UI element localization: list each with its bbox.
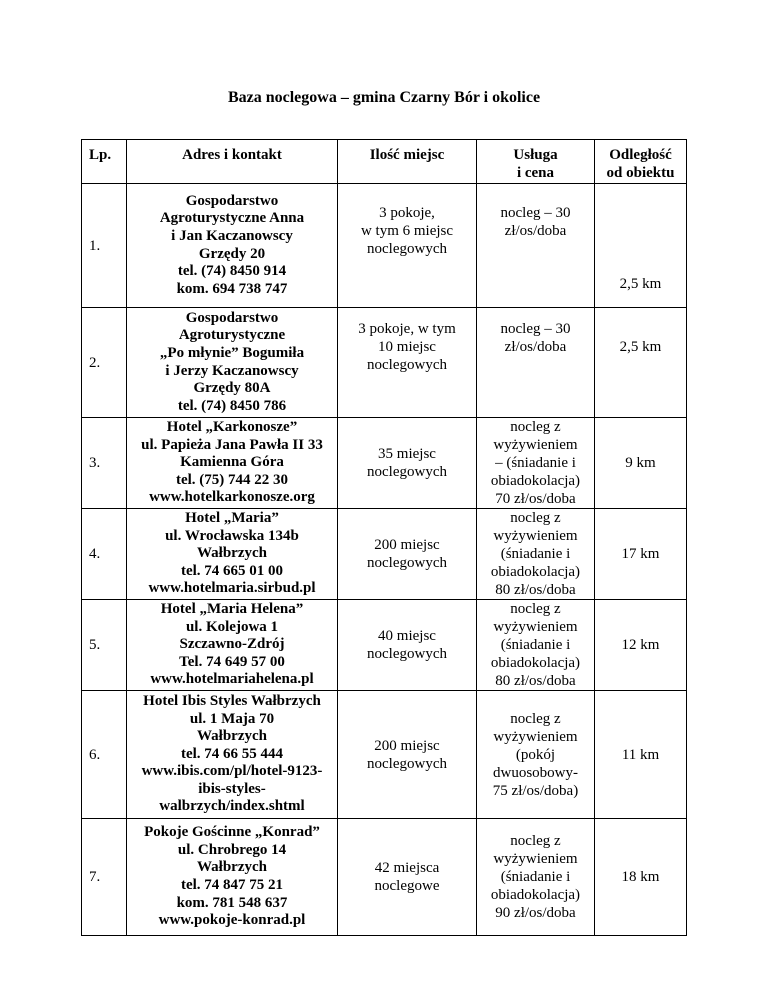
service-line: (pokój (515, 746, 556, 763)
places-line: 3 pokoje, (379, 205, 435, 221)
address-line: ul. Chrobrego 14 (177, 841, 287, 858)
places-cell (338, 600, 477, 691)
address-line: walbrzych/index.shtml (159, 798, 305, 815)
distance-cell: 9 km (595, 418, 687, 509)
address-line: ibis-styles- (198, 780, 266, 797)
address-line: tel. (74) 8450 786 (177, 397, 287, 414)
service-line: nocleg z (510, 601, 561, 617)
address-line: tel. 74 847 75 21 (180, 877, 284, 893)
address-line: i Jerzy Kaczanowscy (165, 362, 299, 379)
address-line: www.hotelmaria.sirbud.pl (148, 580, 316, 597)
service-line: obiadokolacja) (490, 564, 581, 580)
places-cell (338, 418, 477, 509)
places-line: 200 miejsc (374, 537, 440, 553)
places-line: noclegowych (367, 357, 447, 373)
header-service-line: i cena (516, 165, 555, 181)
address-line: kom. 694 738 747 (176, 280, 288, 297)
places-line: 10 miejsc (378, 339, 436, 355)
service-cell (477, 509, 595, 600)
address-line: Hotel Ibis Styles Wałbrzych (143, 692, 321, 709)
row-number: 6. (82, 691, 127, 819)
address-line: ul. Kolejowa 1 (185, 618, 279, 635)
service-line: nocleg z (510, 510, 561, 526)
places-line: 35 miejsc (378, 446, 436, 462)
address-line: kom. 781 548 637 (176, 894, 288, 911)
service-line: obiadokolacja) (490, 473, 581, 489)
address-line: i Jan Kaczanowscy (171, 227, 293, 244)
places-line: w tym 6 miejsc (360, 223, 454, 239)
header-distance (595, 140, 687, 184)
address-line: www.hotelkarkonosze.org (149, 489, 315, 506)
address-line: Szczawno-Zdrój (179, 636, 285, 653)
address-cell (127, 184, 338, 308)
address-line: tel. (75) 744 22 30 (175, 471, 289, 488)
row-number: 3. (82, 418, 127, 509)
address-line: tel. (74) 8450 914 (177, 263, 287, 280)
service-cell (477, 184, 595, 308)
service-line: zł/os/doba (504, 223, 567, 239)
service-cell (477, 418, 595, 509)
header-address: Adres i kontakt (127, 140, 338, 184)
distance-cell: 11 km (595, 691, 687, 819)
service-cell (477, 600, 595, 691)
row-number: 2. (82, 308, 127, 418)
table-row (82, 308, 687, 418)
row-number: 1. (82, 184, 127, 308)
service-cell (477, 691, 595, 819)
address-cell (127, 819, 338, 936)
address-line: Wałbrzych (197, 545, 267, 562)
address-line: Hotel „Maria” (185, 510, 279, 527)
places-line: noclegowych (367, 555, 447, 571)
service-cell (477, 308, 595, 418)
service-line: (śniadanie i (500, 637, 571, 653)
header-distance-line: Odległość (609, 147, 672, 163)
places-line: 3 pokoje, w tym (358, 321, 456, 337)
places-cell (338, 509, 477, 600)
service-line: 70 zł/os/doba (495, 491, 576, 507)
address-line: Agroturystyczne (178, 327, 286, 344)
header-lp: Lp. (82, 140, 127, 184)
service-line: wyżywieniem (493, 619, 578, 635)
places-cell (338, 308, 477, 418)
address-line: tel. 74 66 55 444 (180, 745, 284, 762)
header-service-line: Usługa (513, 147, 558, 163)
address-line: www.hotelmariahelena.pl (150, 671, 314, 688)
address-line: Hotel „Maria Helena” (160, 601, 304, 618)
service-line: nocleg z (510, 710, 561, 727)
distance-cell: 18 km (595, 819, 687, 936)
service-line: 90 zł/os/doba (495, 905, 576, 921)
service-line: 80 zł/os/doba (495, 673, 576, 689)
address-cell (127, 308, 338, 418)
address-cell (127, 509, 338, 600)
table-row (82, 691, 687, 819)
service-line: obiadokolacja) (490, 655, 581, 671)
address-line: Agroturystyczne Anna (159, 210, 305, 227)
address-cell (127, 600, 338, 691)
row-number: 7. (82, 819, 127, 936)
address-line: Gospodarstwo (185, 309, 279, 326)
table-row (82, 819, 687, 936)
places-cell (338, 819, 477, 936)
service-line: nocleg z (510, 419, 561, 435)
distance-cell: 17 km (595, 509, 687, 600)
address-line: Grzędy 80A (193, 380, 271, 397)
address-line: Pokoje Gościnne „Konrad” (144, 824, 320, 841)
address-line: Grzędy 20 (198, 245, 266, 262)
header-service (477, 140, 595, 184)
places-line: noclegowych (367, 464, 447, 480)
address-line: Hotel „Karkonosze” (166, 419, 298, 436)
service-line: 75 zł/os/doba) (492, 782, 579, 799)
service-line: dwuosobowy- (493, 764, 578, 781)
document-title: Baza noclegowa – gmina Czarny Bór i okolice (227, 89, 541, 106)
address-line: www.pokoje-konrad.pl (158, 912, 306, 929)
places-cell (338, 184, 477, 308)
row-number: 4. (82, 509, 127, 600)
address-line: www.ibis.com/pl/hotel-9123- (141, 763, 323, 780)
table-header-row (82, 140, 687, 184)
header-places: Ilość miejsc (338, 140, 477, 184)
table-row (82, 509, 687, 600)
service-line: wyżywieniem (493, 528, 578, 544)
address-line: Kamienna Góra (180, 454, 284, 471)
service-line: wyżywieniem (493, 437, 578, 453)
service-line: obiadokolacja) (490, 887, 581, 903)
service-line: zł/os/doba (504, 339, 567, 355)
address-line: ul. Papieża Jana Pawła II 33 (141, 436, 323, 453)
address-line: tel. 74 665 01 00 (180, 562, 284, 579)
header-distance-line: od obiektu (606, 165, 675, 181)
places-line: noclegowe (374, 878, 440, 894)
service-line: wyżywieniem (493, 728, 578, 745)
address-line: „Po młynie” Bogumiła (159, 344, 305, 361)
places-cell (338, 691, 477, 819)
address-line: Wałbrzych (197, 859, 267, 876)
table-row (82, 184, 687, 308)
places-line: noclegowych (367, 755, 447, 772)
service-line: – (śniadanie i (495, 455, 576, 471)
places-line: 200 miejsc (374, 737, 440, 754)
address-line: ul. 1 Maja 70 (189, 710, 275, 727)
accommodation-table (81, 139, 687, 936)
distance-cell: 12 km (595, 600, 687, 691)
address-line: Gospodarstwo (185, 192, 279, 209)
distance-cell: 2,5 km (595, 308, 687, 418)
address-line: ul. Wrocławska 134b (165, 527, 299, 544)
table-row (82, 418, 687, 509)
service-line: (śniadanie i (500, 546, 571, 562)
service-line: 80 zł/os/doba (495, 582, 576, 598)
places-line: 42 miejsca (374, 860, 440, 876)
service-line: nocleg – 30 (500, 321, 571, 337)
places-line: 40 miejsc (378, 628, 436, 644)
table-row (82, 600, 687, 691)
service-line: nocleg z (510, 833, 561, 849)
service-cell (477, 819, 595, 936)
service-line: (śniadanie i (500, 869, 571, 885)
address-line: Tel. 74 649 57 00 (179, 653, 285, 670)
places-line: noclegowych (367, 241, 447, 257)
places-line: noclegowych (367, 646, 447, 662)
service-line: nocleg – 30 (500, 205, 571, 221)
distance-cell: 2,5 km (595, 184, 687, 308)
service-line: wyżywieniem (493, 851, 578, 867)
address-cell (127, 691, 338, 819)
address-cell (127, 418, 338, 509)
address-line: Wałbrzych (197, 728, 267, 745)
row-number: 5. (82, 600, 127, 691)
